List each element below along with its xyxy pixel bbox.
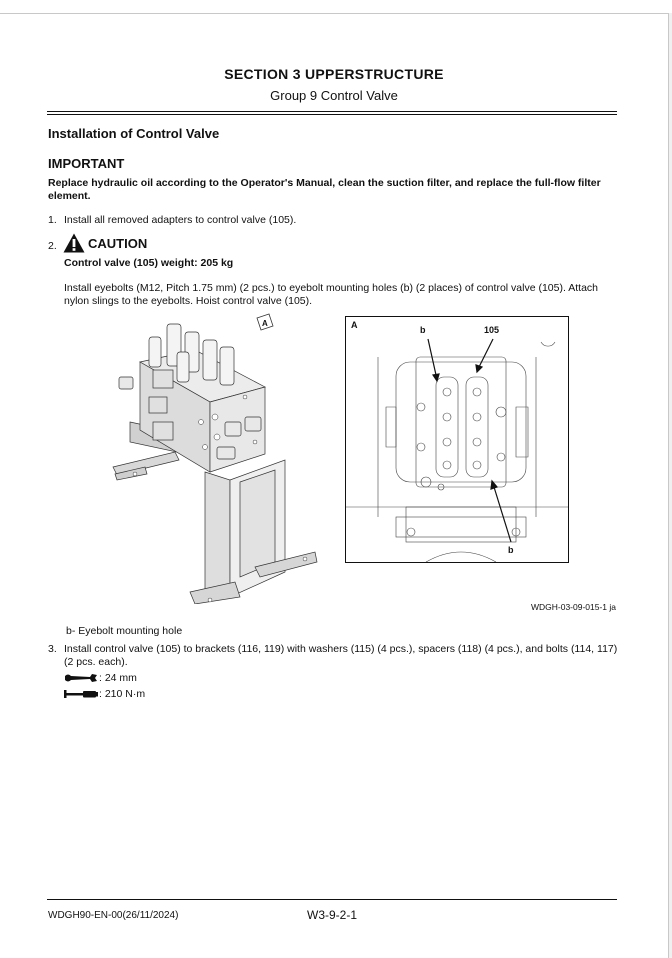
important-label: IMPORTANT	[48, 156, 125, 171]
caution-weight-text: Control valve (105) weight: 205 kg	[64, 257, 234, 269]
footer-page-number: W3-9-2-1	[307, 908, 358, 922]
step-1-text: Install all removed adapters to control valve (105).	[64, 214, 297, 226]
footer-rule	[47, 899, 617, 900]
step-3-number: 3.	[48, 643, 57, 655]
header-rule-top	[47, 111, 617, 112]
callout-b-bottom: b	[508, 545, 514, 555]
view-marker-a	[257, 314, 273, 330]
svg-text:A: A	[262, 319, 268, 328]
page-edge-top	[0, 13, 668, 14]
step-1-number: 1.	[48, 214, 57, 226]
control-valve-isometric-illustration	[105, 312, 320, 604]
callout-105: 105	[484, 325, 500, 335]
section-title: SECTION 3 UPPERSTRUCTURE	[224, 66, 444, 82]
figure-legend: b- Eyebolt mounting hole	[66, 625, 183, 637]
procedure-heading: Installation of Control Valve	[48, 126, 220, 141]
important-text: Replace hydraulic oil according to the Operator's Manual, clean the suction filter, and replace the full-flow filter element.	[48, 177, 601, 202]
step-2-text: Install eyebolts (M12, Pitch 1.75 mm) (2 pcs.) to eyebolt mounting holes (b) (2 places) of control valve (105). Attach nylon slings to the eyebolts. Hoist control valve (105).	[64, 282, 598, 307]
wrench-size-value: : 24 mm	[99, 672, 137, 684]
footer-document-id: WDGH90-EN-00(26/11/2024)	[48, 910, 179, 921]
caution-label: CAUTION	[88, 235, 148, 251]
wrench-size-spec	[64, 672, 137, 684]
torque-value: : 210 N·m	[99, 688, 146, 700]
torque-wrench-icon	[64, 689, 98, 699]
callout-b-top: b	[420, 325, 426, 335]
figure-code: WDGH-03-09-015-1 ja	[530, 602, 616, 612]
torque-spec	[64, 688, 145, 700]
caution-block	[63, 233, 147, 253]
header-rule-bottom	[47, 114, 617, 115]
wrench-icon	[64, 673, 98, 683]
view-a-detail-figure	[345, 316, 569, 563]
step-2-number: 2.	[48, 240, 57, 252]
step-3-text: Install control valve (105) to brackets (116, 119) with washers (115) (4 pcs.), spacers (118) (4 pcs.), and bolts (114, 117) (2 pcs. each).	[64, 643, 618, 668]
detail-view-label: A	[351, 320, 358, 330]
control-valve-top-view-illustration	[346, 317, 568, 562]
warning-triangle-icon	[63, 233, 85, 253]
group-title: Group 9 Control Valve	[270, 88, 398, 103]
